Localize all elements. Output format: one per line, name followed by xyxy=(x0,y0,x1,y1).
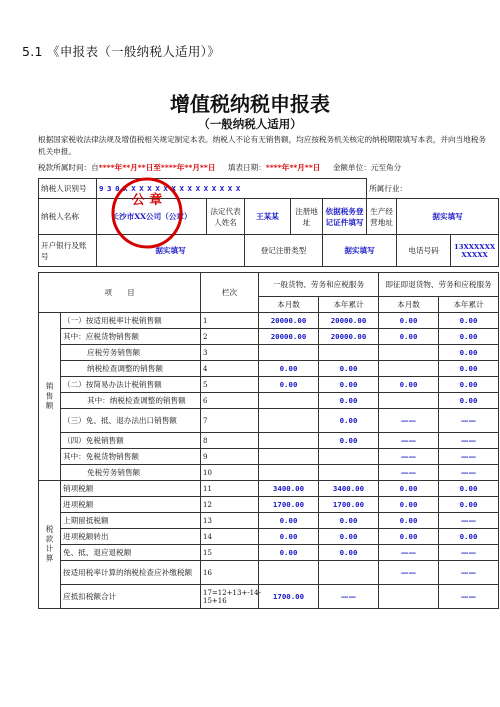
amount-unit: 金额单位：元至角分 xyxy=(332,163,402,172)
row-value-rm[interactable]: —— xyxy=(379,409,439,433)
row-value-gm[interactable] xyxy=(259,465,319,481)
row-value-gm[interactable] xyxy=(259,345,319,361)
row-value-rm[interactable] xyxy=(379,345,439,361)
row-value-rm[interactable] xyxy=(379,393,439,409)
row-item: 按适用税率计算的纳税检查应补缴税额 xyxy=(61,561,201,585)
table-row xyxy=(39,561,499,585)
row-line: 5 xyxy=(201,377,259,393)
row-line: 7 xyxy=(201,409,259,433)
row-line: 8 xyxy=(201,433,259,449)
row-value-gy[interactable] xyxy=(319,561,379,585)
row-value-gm[interactable] xyxy=(259,449,319,465)
phone-value[interactable]: 13XXXXXXXXXXX xyxy=(451,235,499,267)
row-value-rm[interactable]: 0.00 xyxy=(379,497,439,513)
row-value-rm[interactable]: 0.00 xyxy=(379,513,439,529)
row-item: 其中：纳税检查调整的销售额 xyxy=(61,393,201,409)
row-value-gy[interactable]: 20000.00 xyxy=(319,313,379,329)
row-line: 4 xyxy=(201,361,259,377)
row-value-rm[interactable] xyxy=(379,585,439,609)
reg-type-value[interactable]: 据实填写 xyxy=(323,235,397,267)
table-row xyxy=(39,409,499,433)
row-item: 免税劳务销售额 xyxy=(61,465,201,481)
form-title: 增值税纳税申报表 xyxy=(170,92,330,116)
row-value-gm[interactable]: 20000.00 xyxy=(259,329,319,345)
row-line: 16 xyxy=(201,561,259,585)
row-line: 2 xyxy=(201,329,259,345)
row-value-gy[interactable]: 20000.00 xyxy=(319,329,379,345)
row-value-ry[interactable]: 0.00 xyxy=(439,313,499,329)
reg-addr-label: 注册地址 xyxy=(291,199,323,235)
table-row xyxy=(39,465,499,481)
industry-label: 所属行业： xyxy=(367,179,499,199)
row-value-gm[interactable] xyxy=(259,393,319,409)
row-value-ry[interactable]: 0.00 xyxy=(439,345,499,361)
row-value-gy[interactable]: 0.00 xyxy=(319,513,379,529)
row-value-gy[interactable]: 3400.00 xyxy=(319,481,379,497)
row-value-ry[interactable]: —— xyxy=(439,433,499,449)
row-line: 6 xyxy=(201,393,259,409)
row-value-gy[interactable] xyxy=(319,449,379,465)
col-line: 栏次 xyxy=(201,273,259,313)
row-value-ry[interactable]: —— xyxy=(439,409,499,433)
row-value-gm[interactable]: 0.00 xyxy=(259,377,319,393)
row-line: 10 xyxy=(201,465,259,481)
reg-addr-value[interactable]: 依据税务登记证件填写 xyxy=(323,199,367,235)
col-refund: 即征即退货物、劳务和应税服务 xyxy=(379,273,499,297)
row-value-gy[interactable]: 0.00 xyxy=(319,377,379,393)
rep-value[interactable]: 王某某 xyxy=(245,199,291,235)
row-value-ry[interactable]: —— xyxy=(439,585,499,609)
row-item: 其中：免税货物销售额 xyxy=(61,449,201,465)
table-row xyxy=(39,313,499,329)
row-value-gy[interactable] xyxy=(319,465,379,481)
id-label: 纳税人识别号 xyxy=(39,179,97,199)
col-general-month: 本月数 xyxy=(259,297,319,313)
taxpayer-info-table xyxy=(38,178,499,267)
row-item: （一）按适用税率计税销售额 xyxy=(61,313,201,329)
row-item: 应抵扣税额合计 xyxy=(61,585,201,609)
biz-addr-value[interactable]: 据实填写 xyxy=(397,199,499,235)
table-row xyxy=(39,345,499,361)
row-value-rm[interactable]: —— xyxy=(379,545,439,561)
col-general: 一般货物、劳务和应税服务 xyxy=(259,273,379,297)
form-subtitle: （一般纳税人适用） xyxy=(198,117,302,131)
col-item: 项 目 xyxy=(39,273,201,313)
row-value-gm[interactable]: 1700.00 xyxy=(259,497,319,513)
row-value-ry[interactable]: —— xyxy=(439,449,499,465)
row-value-rm[interactable]: 0.00 xyxy=(379,377,439,393)
row-item: 免、抵、退应退税额 xyxy=(61,545,201,561)
row-value-gy[interactable]: 0.00 xyxy=(319,529,379,545)
intro-text: 根据国家税收法律法规及增值税相关规定制定本表。纳税人不论有无销售额，均应按税务机关核定的纳税期限填写本表，并向当地税务机关申报。 xyxy=(38,135,487,156)
section-tax: 税款计算 xyxy=(39,481,61,609)
row-value-rm[interactable]: 0.00 xyxy=(379,313,439,329)
table-row xyxy=(39,481,499,497)
row-value-gm[interactable]: 0.00 xyxy=(259,529,319,545)
table-row xyxy=(39,529,499,545)
row-value-gy[interactable]: 0.00 xyxy=(319,409,379,433)
period-line xyxy=(38,162,498,173)
row-value-ry[interactable]: 0.00 xyxy=(439,529,499,545)
table-row xyxy=(39,497,499,513)
row-line: 3 xyxy=(201,345,259,361)
row-value-ry[interactable]: 0.00 xyxy=(439,497,499,513)
row-value-gm[interactable]: 20000.00 xyxy=(259,313,319,329)
table-row xyxy=(39,329,499,345)
row-item: （四）免税销售额 xyxy=(61,433,201,449)
row-line: 1 xyxy=(201,313,259,329)
table-row xyxy=(39,361,499,377)
row-value-gy[interactable] xyxy=(319,345,379,361)
row-value-gy[interactable]: 0.00 xyxy=(319,433,379,449)
row-value-ry[interactable]: —— xyxy=(439,465,499,481)
row-value-gm[interactable]: 0.00 xyxy=(259,513,319,529)
table-row xyxy=(39,545,499,561)
row-value-gy[interactable]: 0.00 xyxy=(319,361,379,377)
row-item: （二）按简易办法计税销售额 xyxy=(61,377,201,393)
table-row xyxy=(39,393,499,409)
bank-label: 开户银行及账号 xyxy=(39,235,97,267)
section-sales: 销售额 xyxy=(39,313,61,481)
col-general-year: 本年累计 xyxy=(319,297,379,313)
row-line: 14 xyxy=(201,529,259,545)
table-row xyxy=(39,449,499,465)
row-line: 12 xyxy=(201,497,259,513)
row-item: 上期留抵税额 xyxy=(61,513,201,529)
row-value-rm[interactable]: 0.00 xyxy=(379,481,439,497)
declaration-table xyxy=(38,272,499,609)
row-value-rm[interactable]: —— xyxy=(379,465,439,481)
row-line: 11 xyxy=(201,481,259,497)
row-value-rm[interactable]: 0.00 xyxy=(379,529,439,545)
row-line: 17=12+13+-14-15+16 xyxy=(201,585,259,609)
section-heading: 5.1 《申报表（一般纳税人适用）》 xyxy=(22,44,221,59)
fill-date: 填表日期：****年**月**日 xyxy=(227,163,321,172)
name-value[interactable]: 长沙市XX公司（公章） xyxy=(97,199,207,235)
row-item: 销项税额 xyxy=(61,481,201,497)
row-line: 9 xyxy=(201,449,259,465)
row-value-ry[interactable]: —— xyxy=(439,545,499,561)
row-value-gm[interactable]: 1700.00 xyxy=(259,585,319,609)
table-row xyxy=(39,433,499,449)
row-item: 应税劳务销售额 xyxy=(61,345,201,361)
row-line: 15 xyxy=(201,545,259,561)
rep-label: 法定代表人姓名 xyxy=(207,199,245,235)
col-refund-year: 本年累计 xyxy=(439,297,499,313)
row-value-gm[interactable] xyxy=(259,409,319,433)
row-value-gm[interactable] xyxy=(259,433,319,449)
row-line: 13 xyxy=(201,513,259,529)
row-value-ry[interactable]: 0.00 xyxy=(439,361,499,377)
row-value-ry[interactable]: 0.00 xyxy=(439,393,499,409)
biz-addr-label: 生产经营地址 xyxy=(367,199,397,235)
id-value[interactable]: 930XXXXXXXXXXXXXXX xyxy=(97,179,367,199)
row-item: （三）免、抵、退办法出口销售额 xyxy=(61,409,201,433)
row-value-gm[interactable] xyxy=(259,561,319,585)
row-value-gm[interactable]: 3400.00 xyxy=(259,481,319,497)
phone-label: 电话号码 xyxy=(397,235,451,267)
row-item: 进项税额 xyxy=(61,497,201,513)
row-value-gy[interactable]: —— xyxy=(319,585,379,609)
row-item: 纳税检查调整的销售额 xyxy=(61,361,201,377)
col-refund-month: 本月数 xyxy=(379,297,439,313)
row-value-gm[interactable]: 0.00 xyxy=(259,361,319,377)
reg-type-label: 登记注册类型 xyxy=(245,235,323,267)
row-value-ry[interactable]: —— xyxy=(439,561,499,585)
row-value-ry[interactable]: 0.00 xyxy=(439,481,499,497)
row-value-rm[interactable]: 0.00 xyxy=(379,329,439,345)
row-value-gm[interactable]: 0.00 xyxy=(259,545,319,561)
row-value-ry[interactable]: 0.00 xyxy=(439,329,499,345)
row-item: 其中：应税货物销售额 xyxy=(61,329,201,345)
seal-text: 公 章 xyxy=(131,193,163,208)
row-value-gy[interactable]: 0.00 xyxy=(319,393,379,409)
row-value-rm[interactable]: —— xyxy=(379,433,439,449)
company-seal-icon xyxy=(110,176,184,250)
period-label: 税款所属时间：自****年**月**日至****年**月**日 xyxy=(38,163,216,172)
row-value-gy[interactable]: 1700.00 xyxy=(319,497,379,513)
row-value-ry[interactable]: —— xyxy=(439,513,499,529)
row-item: 进项税额转出 xyxy=(61,529,201,545)
table-row xyxy=(39,377,499,393)
table-row xyxy=(39,513,499,529)
name-label: 纳税人名称 xyxy=(39,199,97,235)
row-value-rm[interactable] xyxy=(379,361,439,377)
row-value-ry[interactable]: 0.00 xyxy=(439,377,499,393)
bank-value[interactable]: 据实填写 xyxy=(97,235,245,267)
table-row xyxy=(39,585,499,609)
row-value-gy[interactable]: 0.00 xyxy=(319,545,379,561)
row-value-rm[interactable]: —— xyxy=(379,561,439,585)
row-value-rm[interactable]: —— xyxy=(379,449,439,465)
